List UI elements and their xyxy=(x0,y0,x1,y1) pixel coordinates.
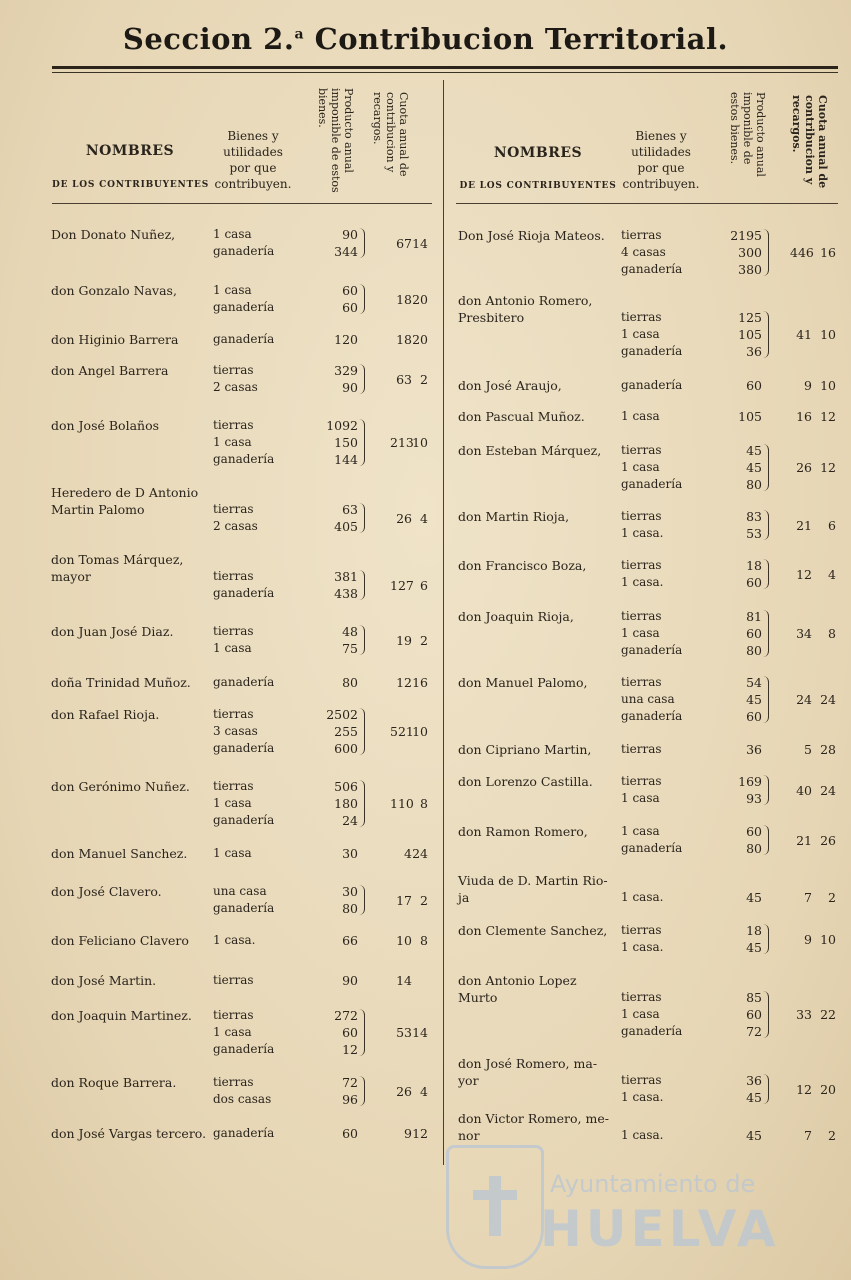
product-value: 18 xyxy=(746,558,762,573)
cuota-reales: 521 xyxy=(390,724,414,739)
cuota-maravedis: 2 xyxy=(828,890,836,905)
contributor-name: Martin Palomo xyxy=(51,502,145,517)
brace xyxy=(763,559,769,589)
property-type: 1 casa xyxy=(621,327,660,341)
cuota-maravedis: 6 xyxy=(420,577,428,593)
contributor-name: don Martin Rioja, xyxy=(458,509,570,524)
property-type: tierras xyxy=(621,509,662,523)
property-type: 1 casa xyxy=(621,460,660,474)
cuota-reales: 9 xyxy=(804,931,812,947)
product-value: 54 xyxy=(746,675,762,690)
contributor-name: don Ramon Romero, xyxy=(458,824,588,839)
cuota-maravedis: 14 xyxy=(412,235,428,251)
contributor-name: don Angel Barrera xyxy=(51,363,169,378)
product-value: 438 xyxy=(334,586,358,601)
product-value: 60 xyxy=(746,626,762,641)
cuota-reales: 40 xyxy=(796,782,812,798)
contributor-name: don Victor Romero, me- xyxy=(458,1111,609,1126)
product-value: 90 xyxy=(342,380,358,395)
property-type: 1 casa xyxy=(213,1025,252,1039)
brace xyxy=(359,625,365,655)
property-type: tierras xyxy=(621,990,662,1004)
header-nombres-right: NOMBRES xyxy=(493,145,583,161)
property-type: 1 casa. xyxy=(621,890,664,904)
header-sub-right: DE LOS CONTRIBUYENTES xyxy=(459,181,617,191)
product-value: 45 xyxy=(746,443,762,458)
cuota-maravedis: 24 xyxy=(820,782,836,798)
property-type: tierras xyxy=(213,418,254,432)
contributor-name: Viuda de D. Martin Rio- xyxy=(458,873,608,888)
header-rule-right xyxy=(456,203,838,204)
property-type: 2 casas xyxy=(213,519,258,533)
property-type: ganadería xyxy=(213,586,275,600)
property-type: tierras xyxy=(621,774,662,788)
property-type: ganadería xyxy=(213,1042,275,1056)
product-value: 36 xyxy=(746,742,762,757)
property-type: 1 casa xyxy=(621,1007,660,1021)
contributor-name: don Joaquin Rioja, xyxy=(458,609,574,624)
property-type: tierras xyxy=(213,973,254,987)
product-value: 72 xyxy=(746,1024,762,1039)
brace xyxy=(763,924,769,954)
product-value: 45 xyxy=(746,460,762,475)
watermark xyxy=(440,1140,800,1280)
contributor-name: Don Donato Nuñez, xyxy=(51,227,176,242)
product-value: 506 xyxy=(334,779,358,794)
property-type: 1 casa xyxy=(621,791,660,805)
brace xyxy=(763,825,769,855)
column-divider xyxy=(443,80,444,1165)
contributor-name: Presbitero xyxy=(458,310,525,325)
cuota-reales: 67 xyxy=(396,235,412,251)
property-type: ganadería xyxy=(621,262,683,276)
property-type: tierras xyxy=(213,1075,254,1089)
cuota-maravedis: 2 xyxy=(420,371,428,387)
product-value: 105 xyxy=(738,409,762,424)
product-value: 45 xyxy=(746,890,762,905)
property-type: 4 casas xyxy=(621,245,666,259)
cuota-reales: 26 xyxy=(396,1083,412,1099)
header-bienes-left: Bienes y utilidades por que contribuyen. xyxy=(214,129,292,191)
property-type: 1 casa. xyxy=(621,1128,664,1142)
cuota-maravedis: 10 xyxy=(820,931,836,947)
product-value: 48 xyxy=(342,624,358,639)
product-value: 60 xyxy=(342,1025,358,1040)
product-value: 60 xyxy=(746,378,762,393)
property-type: 1 casa. xyxy=(213,933,256,947)
cuota-maravedis: 20 xyxy=(412,332,428,347)
product-value: 125 xyxy=(738,310,762,325)
product-value: 80 xyxy=(342,675,358,690)
product-value: 344 xyxy=(334,244,358,259)
property-type: ganadería xyxy=(213,452,275,466)
product-value: 60 xyxy=(746,824,762,839)
property-type: ganadería xyxy=(621,709,683,723)
title-rule-thin xyxy=(52,72,838,73)
property-type: 1 casa xyxy=(213,283,252,297)
cuota-reales: 213 xyxy=(390,435,414,450)
cuota-maravedis: 12 xyxy=(820,409,836,424)
property-type: ganadería xyxy=(621,643,683,657)
cuota-maravedis: 28 xyxy=(820,742,836,757)
product-value: 45 xyxy=(746,692,762,707)
contributor-name: don José Martin. xyxy=(51,973,157,988)
cuota-reales: 16 xyxy=(796,409,812,424)
product-value: 85 xyxy=(746,990,762,1005)
product-value: 45 xyxy=(746,1128,762,1143)
property-type: tierras xyxy=(621,558,662,572)
crest-icon xyxy=(446,1145,544,1269)
brace xyxy=(359,419,365,466)
product-value: 150 xyxy=(334,435,358,450)
cuota-reales: 12 xyxy=(396,675,412,690)
header-sub-left: DE LOS CONTRIBUYENTES xyxy=(51,180,210,190)
product-value: 60 xyxy=(746,709,762,724)
property-type: ganadería xyxy=(621,378,683,392)
property-type: 1 casa. xyxy=(621,575,664,589)
contributor-name: don Manuel Sanchez. xyxy=(51,846,188,861)
cuota-maravedis: 20 xyxy=(412,291,428,307)
product-value: 105 xyxy=(738,327,762,342)
product-value: 96 xyxy=(342,1092,358,1107)
cuota-maravedis: 2 xyxy=(828,1128,836,1143)
brace xyxy=(359,284,365,314)
header-nombres-left: NOMBRES xyxy=(85,143,175,159)
contributor-name: don Feliciano Clavero xyxy=(51,933,189,948)
property-type: 2 casas xyxy=(213,380,258,394)
product-value: 380 xyxy=(738,262,762,277)
contributor-name: don Lorenzo Castilla. xyxy=(458,774,593,789)
contributor-name: don Manuel Palomo, xyxy=(458,675,588,690)
product-value: 2502 xyxy=(326,707,358,722)
cuota-reales: 18 xyxy=(396,291,412,307)
header-bienes-right: Bienes y utilidades por que contribuyen. xyxy=(622,129,700,191)
cuota-maravedis: 20 xyxy=(820,1081,836,1097)
cuota-reales: 21 xyxy=(796,517,812,533)
cuota-reales: 446 xyxy=(790,245,814,260)
product-value: 600 xyxy=(334,741,358,756)
product-value: 1092 xyxy=(326,418,358,433)
cuota-maravedis: 10 xyxy=(820,378,836,393)
cuota-reales: 5 xyxy=(804,742,812,757)
property-type: ganadería xyxy=(213,300,275,314)
cuota-maravedis: 6 xyxy=(828,517,836,533)
contributor-name: don Antonio Lopez xyxy=(458,973,577,988)
contributor-name: Murto xyxy=(458,990,498,1005)
contributor-name: don José Bolaños xyxy=(51,418,160,433)
cuota-reales: 127 xyxy=(390,577,414,593)
property-type: 1 casa xyxy=(213,796,252,810)
cuota-reales: 9 xyxy=(804,378,812,393)
property-type: ganadería xyxy=(621,841,683,855)
product-value: 169 xyxy=(738,774,762,789)
product-value: 80 xyxy=(746,841,762,856)
cuota-reales: 19 xyxy=(396,632,412,648)
cuota-reales: 4 xyxy=(404,846,412,861)
property-type: 1 casa. xyxy=(621,526,664,540)
cuota-maravedis: 8 xyxy=(420,796,428,811)
cuota-reales: 63 xyxy=(396,371,412,387)
cuota-maravedis: 26 xyxy=(820,832,836,848)
contributor-name: Heredero de D Antonio xyxy=(51,485,199,500)
cuota-maravedis: 4 xyxy=(828,566,836,582)
cuota-reales: 34 xyxy=(796,626,812,641)
cuota-maravedis: 2 xyxy=(420,632,428,648)
product-value: 300 xyxy=(738,245,762,260)
property-type: ganadería xyxy=(621,1024,683,1038)
cuota-reales: 26 xyxy=(396,510,412,526)
brace xyxy=(359,503,365,533)
brace xyxy=(763,510,769,540)
contributor-name: don Joaquin Martinez. xyxy=(51,1008,192,1023)
brace xyxy=(763,610,769,657)
property-type: ganadería xyxy=(213,813,275,827)
product-value: 90 xyxy=(342,227,358,242)
product-value: 2195 xyxy=(730,228,762,243)
contributor-name: don Tomas Márquez, xyxy=(51,552,184,567)
product-value: 120 xyxy=(334,332,358,347)
brace xyxy=(359,570,365,600)
property-type: ganadería xyxy=(213,901,275,915)
cuota-maravedis: 10 xyxy=(412,435,428,450)
property-type: 1 casa xyxy=(213,435,252,449)
cuota-maravedis: 8 xyxy=(420,933,428,948)
cuota-maravedis: 10 xyxy=(820,327,836,342)
cuota-reales: 21 xyxy=(796,832,812,848)
product-value: 24 xyxy=(342,813,358,828)
property-type: tierras xyxy=(621,310,662,324)
product-value: 18 xyxy=(746,923,762,938)
product-value: 36 xyxy=(746,344,762,359)
property-type: 1 casa xyxy=(621,626,660,640)
product-value: 53 xyxy=(746,526,762,541)
cuota-reales: 14 xyxy=(396,973,412,988)
cuota-reales: 17 xyxy=(396,892,412,908)
product-value: 36 xyxy=(746,1073,762,1088)
contributor-name: nor xyxy=(458,1128,480,1143)
cuota-maravedis: 16 xyxy=(820,245,836,260)
cuota-maravedis: 10 xyxy=(412,724,428,739)
cuota-reales: 7 xyxy=(804,1128,812,1143)
brace xyxy=(763,676,769,723)
product-value: 144 xyxy=(334,452,358,467)
cuota-reales: 26 xyxy=(796,460,812,475)
cuota-reales: 7 xyxy=(804,890,812,905)
brace xyxy=(359,228,365,258)
property-type: 1 casa xyxy=(213,227,252,241)
product-value: 72 xyxy=(342,1075,358,1090)
product-value: 405 xyxy=(334,519,358,534)
cuota-maravedis: 14 xyxy=(412,1025,428,1040)
brace xyxy=(359,1076,365,1106)
header-producto-right: Producto anual imponible de estos bienes. xyxy=(728,92,767,177)
property-type: tierras xyxy=(213,779,254,793)
product-value: 272 xyxy=(334,1008,358,1023)
property-type: tierras xyxy=(621,923,662,937)
header-cuota-left: Cuota anual de contribucion y recargos. xyxy=(371,92,410,177)
property-type: 1 casa xyxy=(213,641,252,655)
contributor-name: don Higinio Barrera xyxy=(51,332,179,347)
property-type: 3 casas xyxy=(213,724,258,738)
property-type: tierras xyxy=(213,1008,254,1022)
product-value: 80 xyxy=(746,477,762,492)
product-value: 75 xyxy=(342,641,358,656)
property-type: 1 casa. xyxy=(621,940,664,954)
property-type: 1 casa xyxy=(213,846,252,860)
cuota-maravedis: 12 xyxy=(820,460,836,475)
brace xyxy=(359,780,365,827)
cuota-maravedis: 16 xyxy=(412,675,428,690)
product-value: 45 xyxy=(746,1090,762,1105)
product-value: 329 xyxy=(334,363,358,378)
contributor-name: don Cipriano Martin, xyxy=(458,742,592,757)
cuota-reales: 12 xyxy=(796,1081,812,1097)
contributor-name: yor xyxy=(458,1073,479,1088)
property-type: ganadería xyxy=(213,244,275,258)
header-cuota-right: Cuota anual de contribucion y recargos. xyxy=(790,95,829,189)
header-producto-left: Producto anual imponible de estos bienes. xyxy=(316,88,355,193)
product-value: 30 xyxy=(342,846,358,861)
cuota-reales: 24 xyxy=(796,692,812,707)
product-value: 255 xyxy=(334,724,358,739)
cuota-reales: 18 xyxy=(396,332,412,347)
cuota-reales: 53 xyxy=(396,1025,412,1040)
cuota-maravedis: 24 xyxy=(412,846,428,861)
product-value: 83 xyxy=(746,509,762,524)
cuota-maravedis: 24 xyxy=(820,692,836,707)
contributor-name: don José Vargas tercero. xyxy=(51,1126,207,1141)
property-type: una casa xyxy=(213,884,267,898)
cuota-reales: 9 xyxy=(404,1126,412,1141)
product-value: 60 xyxy=(746,575,762,590)
property-type: tierras xyxy=(213,363,254,377)
watermark-line2: HUELVA xyxy=(540,1200,780,1258)
property-type: tierras xyxy=(621,443,662,457)
product-value: 81 xyxy=(746,609,762,624)
brace xyxy=(359,885,365,915)
cuota-maravedis: 8 xyxy=(828,626,836,641)
property-type: ganadería xyxy=(213,741,275,755)
contributor-name: ja xyxy=(458,890,470,905)
property-type: tierras xyxy=(621,228,662,242)
product-value: 90 xyxy=(342,973,358,988)
contributor-name: don Pascual Muñoz. xyxy=(458,409,585,424)
brace xyxy=(763,1074,769,1104)
brace xyxy=(359,708,365,755)
contributor-name: don Antonio Romero, xyxy=(458,293,593,308)
product-value: 60 xyxy=(342,1126,358,1141)
contributor-name: don José Clavero. xyxy=(51,884,162,899)
property-type: tierras xyxy=(621,742,662,756)
brace xyxy=(763,991,769,1038)
brace xyxy=(359,1009,365,1056)
contributor-name: don Clemente Sanchez, xyxy=(458,923,608,938)
product-value: 12 xyxy=(342,1042,358,1057)
contributor-name: don Rafael Rioja. xyxy=(51,707,160,722)
property-type: tierras xyxy=(213,707,254,721)
property-type: tierras xyxy=(621,609,662,623)
property-type: 1 casa xyxy=(621,409,660,423)
cuota-reales: 12 xyxy=(796,566,812,582)
property-type: ganadería xyxy=(213,675,275,689)
brace xyxy=(763,229,769,276)
product-value: 180 xyxy=(334,796,358,811)
product-value: 80 xyxy=(746,643,762,658)
cuota-reales: 41 xyxy=(796,327,812,342)
title-rule xyxy=(52,66,838,69)
contributor-name: don José Araujo, xyxy=(458,378,562,393)
cuota-reales: 10 xyxy=(396,933,412,948)
cuota-maravedis: 4 xyxy=(420,510,428,526)
brace xyxy=(763,311,769,358)
contributor-name: mayor xyxy=(51,569,91,584)
property-type: dos casas xyxy=(213,1092,272,1106)
product-value: 30 xyxy=(342,884,358,899)
brace xyxy=(763,444,769,491)
property-type: tierras xyxy=(621,675,662,689)
brace xyxy=(359,364,365,394)
product-value: 66 xyxy=(342,933,358,948)
cuota-reales: 33 xyxy=(796,1007,812,1022)
property-type: tierras xyxy=(213,569,254,583)
property-type: ganadería xyxy=(621,477,683,491)
contributor-name: don Gonzalo Navas, xyxy=(51,283,177,298)
property-type: 1 casa. xyxy=(621,1090,664,1104)
product-value: 381 xyxy=(334,569,358,584)
contributor-name: don Roque Barrera. xyxy=(51,1075,177,1090)
property-type: tierras xyxy=(621,1073,662,1087)
property-type: una casa xyxy=(621,692,675,706)
property-type: ganadería xyxy=(213,1126,275,1140)
contributor-name: don Juan José Diaz. xyxy=(51,624,174,639)
property-type: ganadería xyxy=(621,344,683,358)
contributor-name: don José Romero, ma- xyxy=(458,1056,598,1071)
cuota-maravedis: 2 xyxy=(420,892,428,908)
product-value: 93 xyxy=(746,791,762,806)
product-value: 80 xyxy=(342,901,358,916)
header-rule-left xyxy=(52,203,432,204)
cuota-maravedis: 22 xyxy=(820,1007,836,1022)
product-value: 63 xyxy=(342,502,358,517)
property-type: ganadería xyxy=(213,332,275,346)
contributor-name: don Francisco Boza, xyxy=(458,558,587,573)
contributor-name: don Esteban Márquez, xyxy=(458,443,602,458)
product-value: 60 xyxy=(342,300,358,315)
product-value: 45 xyxy=(746,940,762,955)
contributor-name: doña Trinidad Muñoz. xyxy=(51,675,191,690)
property-type: tierras xyxy=(213,624,254,638)
page-title: Seccion 2.$^a$ Contribucion Territorial. xyxy=(122,22,729,56)
cuota-reales: 110 xyxy=(390,796,414,811)
cuota-maravedis: 12 xyxy=(412,1126,428,1141)
contributor-name: Don José Rioja Mateos. xyxy=(458,228,605,243)
watermark-line1: Ayuntamiento de xyxy=(550,1170,756,1198)
property-type: 1 casa xyxy=(621,824,660,838)
product-value: 60 xyxy=(342,283,358,298)
contributor-name: don Gerónimo Nuñez. xyxy=(51,779,190,794)
property-type: tierras xyxy=(213,502,254,516)
cuota-maravedis: 4 xyxy=(420,1083,428,1099)
brace xyxy=(763,775,769,805)
product-value: 60 xyxy=(746,1007,762,1022)
